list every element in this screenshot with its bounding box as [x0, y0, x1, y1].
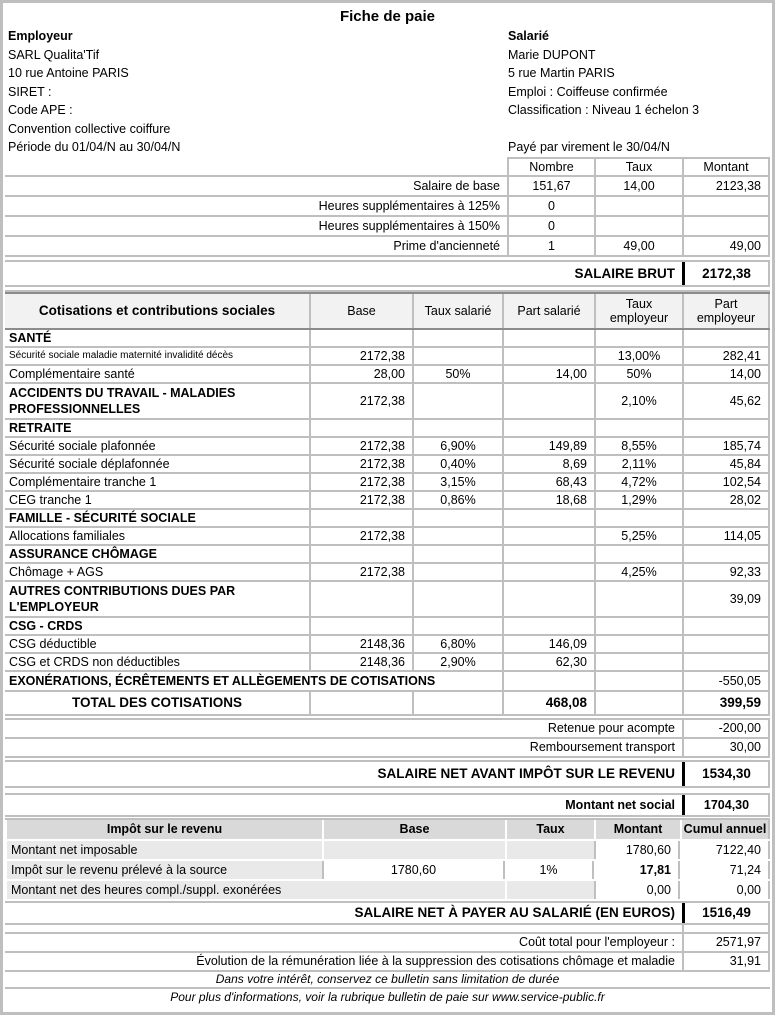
- montant-value: [682, 197, 770, 215]
- row-label: Sécurité sociale déplafonnée: [9, 456, 170, 471]
- row-label: Impôt sur le revenu prélevé à la source: [5, 861, 322, 879]
- table-row: [5, 881, 770, 901]
- col-header-base: Base: [322, 820, 505, 839]
- part-salarie-value: 14,00: [502, 366, 594, 382]
- empty-cell: [412, 692, 502, 714]
- base-value: 2148,36: [309, 654, 412, 670]
- total-cotisations-row: [5, 692, 770, 716]
- col-header-montant: Montant: [682, 157, 770, 175]
- taux-employeur-value: 2,11%: [594, 456, 682, 472]
- nombre-value: 0: [507, 217, 594, 235]
- part-salarie-value: 18,68: [502, 492, 594, 508]
- earnings-header-spacer: [5, 157, 507, 175]
- taux-employeur-value: 4,25%: [594, 564, 682, 580]
- col-header-cumul: Cumul annuel: [680, 820, 770, 839]
- part-salarie-value: [502, 564, 594, 580]
- taux-value: [594, 197, 682, 215]
- empty-cell: [502, 672, 594, 690]
- employer-convention: Convention collective coiffure: [8, 121, 171, 136]
- table-row: [5, 237, 770, 257]
- payment-method: Payé par virement le 30/04/N: [508, 140, 670, 154]
- taux-salarie-value: 0,40%: [412, 456, 502, 472]
- net-social-value: 1704,30: [682, 795, 770, 815]
- row-label: Sécurité sociale maladie maternité invalidité décès: [9, 350, 234, 361]
- empty-cell: [594, 510, 682, 526]
- row-label: ACCIDENTS DU TRAVAIL - MALADIES PROFESSIONNELLES: [9, 385, 236, 416]
- taux-salarie-value: 0,86%: [412, 492, 502, 508]
- retenue-label: Retenue pour acompte: [547, 721, 675, 735]
- empty-cell: [502, 510, 594, 526]
- col-header-montant: Montant: [594, 820, 680, 839]
- evolution-value: 31,91: [682, 953, 770, 970]
- earnings-header-row: [5, 157, 770, 177]
- part-employeur-value: [682, 654, 770, 670]
- part-employeur-value: 92,33: [682, 564, 770, 580]
- taux-employeur-value: 50%: [594, 366, 682, 382]
- empty-cell: [412, 546, 502, 562]
- row-label: Salaire de base: [413, 178, 500, 193]
- empty-cell: [594, 420, 682, 436]
- salaire-brut-value: 2172,38: [682, 262, 770, 285]
- cout-total-label: Coût total pour l'employeur :: [519, 935, 675, 949]
- col-header-nombre: Nombre: [507, 157, 594, 175]
- taux-employeur-value: 13,00%: [594, 348, 682, 364]
- salaire-brut-label: SALAIRE BRUT: [574, 265, 675, 281]
- empty-cell: [309, 420, 412, 436]
- part-salarie-value: 62,30: [502, 654, 594, 670]
- base-value: 1780,60: [322, 861, 505, 879]
- empty-cell: [505, 841, 594, 859]
- section-row: [5, 510, 770, 528]
- net-a-payer-value: 1516,49: [682, 903, 770, 923]
- transport-row: [5, 739, 770, 758]
- empty-cell: [594, 330, 682, 346]
- row-label: CSG déductible: [9, 636, 97, 651]
- cumul-value: 0,00: [680, 881, 770, 899]
- montant-value: 17,81: [594, 861, 680, 879]
- part-employeur-value: 282,41: [682, 348, 770, 364]
- empty-cell: [322, 841, 505, 859]
- page-title: Fiche de paie: [339, 8, 436, 25]
- tax-title: Impôt sur le revenu: [5, 820, 322, 839]
- section-label: ASSURANCE CHÔMAGE: [9, 546, 157, 561]
- retenue-row: [5, 720, 770, 739]
- taux-salarie-value: 3,15%: [412, 474, 502, 490]
- net-social-label: Montant net social: [565, 797, 675, 812]
- table-row: [5, 366, 770, 384]
- part-salarie-value: 68,43: [502, 474, 594, 490]
- table-row: [5, 492, 770, 510]
- empty-cell: [594, 692, 682, 714]
- tax-header-row: [5, 820, 770, 841]
- section-row: [5, 420, 770, 438]
- empty-cell: [5, 925, 682, 932]
- table-row: [5, 456, 770, 474]
- row-label: CEG tranche 1: [9, 492, 92, 507]
- evolution-label: Évolution de la rémunération liée à la suppression des cotisations chômage et maladie: [196, 954, 675, 968]
- blank-row: [5, 925, 770, 934]
- net-avant-impot-row: [5, 762, 770, 788]
- net-avant-impot-label: SALAIRE NET AVANT IMPÔT SUR LE REVENU: [377, 766, 675, 781]
- part-salarie-value: [502, 348, 594, 364]
- part-salarie-value: [502, 384, 594, 418]
- empty-cell: [682, 510, 770, 526]
- part-employeur-value: 45,62: [682, 384, 770, 418]
- part-salarie-value: [502, 582, 594, 616]
- part-employeur-value: 39,09: [682, 582, 770, 616]
- table-row: [5, 861, 770, 881]
- total-cotisations-label: TOTAL DES COTISATIONS: [71, 695, 242, 710]
- blank-line: [508, 120, 770, 139]
- base-value: 2172,38: [309, 438, 412, 454]
- empty-cell: [309, 510, 412, 526]
- taux-value: 14,00: [594, 177, 682, 195]
- part-employeur-value: 14,00: [682, 366, 770, 382]
- cotisations-header-row: [5, 292, 770, 330]
- exonerations-label: EXONÉRATIONS, ÉCRÊTEMENTS ET ALLÈGEMENTS DE COTISATIONS: [9, 673, 436, 688]
- row-label: Complémentaire santé: [9, 366, 135, 381]
- section-label: CSG - CRDS: [9, 618, 83, 633]
- row-label: CSG et CRDS non déductibles: [9, 654, 180, 669]
- row-label: Heures supplémentaires à 150%: [318, 218, 500, 233]
- row-label: Sécurité sociale plafonnée: [9, 438, 156, 453]
- empty-cell: [412, 420, 502, 436]
- taux-employeur-value: 2,10%: [594, 384, 682, 418]
- employee-name: Marie DUPONT: [508, 47, 596, 62]
- employee-classification: Classification : Niveau 1 échelon 3: [508, 103, 700, 117]
- row-label: Heures supplémentaires à 125%: [318, 198, 500, 213]
- row-label: AUTRES CONTRIBUTIONS DUES PAR L'EMPLOYEUR: [9, 583, 236, 614]
- employer-ape: Code APE :: [8, 103, 73, 117]
- cumul-value: 7122,40: [680, 841, 770, 859]
- transport-label: Remboursement transport: [529, 740, 675, 754]
- section-row: [5, 546, 770, 564]
- part-employeur-value: 185,74: [682, 438, 770, 454]
- montant-value: 0,00: [594, 881, 680, 899]
- base-value: 2172,38: [309, 348, 412, 364]
- empty-cell: [682, 925, 770, 932]
- base-value: 2172,38: [309, 474, 412, 490]
- cout-total-row: [5, 934, 770, 953]
- base-value: 2172,38: [309, 528, 412, 544]
- table-row: [5, 217, 770, 237]
- col-header-taux-employeur: Taux employeur: [594, 294, 682, 328]
- table-row: [5, 654, 770, 672]
- table-row: [5, 841, 770, 861]
- row-label: Allocations familiales: [9, 528, 126, 543]
- empty-cell: [502, 618, 594, 634]
- base-value: 2172,38: [309, 456, 412, 472]
- taux-salarie-value: [412, 528, 502, 544]
- montant-value: 49,00: [682, 237, 770, 255]
- employee-job: Emploi : Coiffeuse confirmée: [508, 84, 668, 99]
- empty-cell: [309, 692, 412, 714]
- cumul-value: 71,24: [680, 861, 770, 879]
- pay-period: Période du 01/04/N au 30/04/N: [8, 140, 181, 154]
- section-label: RETRAITE: [9, 420, 72, 435]
- section-row: [5, 330, 770, 348]
- taux-salarie-value: [412, 384, 502, 418]
- empty-cell: [682, 618, 770, 634]
- base-value: 2172,38: [309, 564, 412, 580]
- base-value: 28,00: [309, 366, 412, 382]
- employee-block: [508, 27, 770, 157]
- net-avant-impot-value: 1534,30: [682, 762, 770, 786]
- employer-siret: SIRET :: [8, 84, 52, 99]
- taux-employeur-value: 5,25%: [594, 528, 682, 544]
- table-row: [5, 564, 770, 582]
- empty-cell: [682, 420, 770, 436]
- col-header-part-employeur: Part employeur: [682, 294, 770, 328]
- cotisations-title: Cotisations et contributions sociales: [5, 294, 309, 328]
- empty-cell: [505, 881, 594, 899]
- section-row: [5, 618, 770, 636]
- taux-salarie-value: [412, 348, 502, 364]
- employer-heading: Employeur: [8, 29, 73, 43]
- employer-block: [8, 27, 508, 157]
- table-row: [5, 177, 770, 197]
- table-row: [5, 582, 770, 618]
- table-row: [5, 438, 770, 456]
- taux-salarie-value: [412, 564, 502, 580]
- table-row: [5, 348, 770, 366]
- part-salarie-value: 8,69: [502, 456, 594, 472]
- footer-note-2: Pour plus d'informations, voir la rubrique bulletin de paie sur www.service-public.fr: [170, 990, 605, 1004]
- table-row: [5, 197, 770, 217]
- employer-name: SARL Qualita'Tif: [8, 47, 100, 62]
- cout-total-value: 2571,97: [682, 934, 770, 951]
- empty-cell: [412, 510, 502, 526]
- table-row: [5, 384, 770, 420]
- taux-employeur-value: [594, 582, 682, 616]
- taux-salarie-value: 6,80%: [412, 636, 502, 652]
- empty-cell: [502, 330, 594, 346]
- total-part-salarie-value: 468,08: [502, 692, 594, 714]
- nombre-value: 0: [507, 197, 594, 215]
- base-value: 2172,38: [309, 492, 412, 508]
- row-label: Montant net imposable: [5, 841, 322, 859]
- col-header-taux: Taux: [505, 820, 594, 839]
- empty-cell: [594, 618, 682, 634]
- employer-address: 10 rue Antoine PARIS: [8, 66, 129, 80]
- part-salarie-value: [502, 528, 594, 544]
- exonerations-value: -550,05: [682, 672, 770, 690]
- employee-address: 5 rue Martin PARIS: [508, 66, 615, 80]
- empty-cell: [309, 330, 412, 346]
- empty-cell: [502, 420, 594, 436]
- nombre-value: 1: [507, 237, 594, 255]
- net-a-payer-label: SALAIRE NET À PAYER AU SALARIÉ (EN EUROS): [354, 905, 675, 920]
- col-header-base: Base: [309, 294, 412, 328]
- taux-salarie-value: 6,90%: [412, 438, 502, 454]
- empty-cell: [309, 546, 412, 562]
- employee-heading: Salarié: [508, 29, 550, 43]
- parties-block: [5, 27, 770, 157]
- taux-value: [594, 217, 682, 235]
- section-label: FAMILLE - SÉCURITÉ SOCIALE: [9, 510, 196, 525]
- part-employeur-value: 102,54: [682, 474, 770, 490]
- empty-cell: [309, 618, 412, 634]
- transport-value: 30,00: [682, 739, 770, 756]
- taux-salarie-value: 2,90%: [412, 654, 502, 670]
- row-label: Montant net des heures compl./suppl. exonérées: [5, 881, 505, 899]
- net-social-row: [5, 795, 770, 817]
- empty-cell: [594, 672, 682, 690]
- nombre-value: 151,67: [507, 177, 594, 195]
- taux-employeur-value: 8,55%: [594, 438, 682, 454]
- empty-cell: [412, 330, 502, 346]
- row-label: Complémentaire tranche 1: [9, 474, 157, 489]
- empty-cell: [682, 330, 770, 346]
- evolution-row: [5, 953, 770, 972]
- empty-cell: [682, 546, 770, 562]
- total-part-employeur-value: 399,59: [682, 692, 770, 714]
- base-value: 2148,36: [309, 636, 412, 652]
- taux-value: 49,00: [594, 237, 682, 255]
- taux-salarie-value: [412, 582, 502, 616]
- base-value: 2172,38: [309, 384, 412, 418]
- col-header-taux: Taux: [594, 157, 682, 175]
- montant-value: [682, 217, 770, 235]
- part-employeur-value: 114,05: [682, 528, 770, 544]
- section-label: SANTÉ: [9, 330, 52, 345]
- part-employeur-value: 45,84: [682, 456, 770, 472]
- taux-employeur-value: 1,29%: [594, 492, 682, 508]
- spacer-row: [5, 788, 770, 795]
- col-header-part-salarie: Part salarié: [502, 294, 594, 328]
- row-label: Chômage + AGS: [9, 564, 104, 579]
- montant-value: 2123,38: [682, 177, 770, 195]
- part-employeur-value: 28,02: [682, 492, 770, 508]
- row-label: Prime d'ancienneté: [393, 238, 500, 253]
- net-a-payer-row: [5, 901, 770, 925]
- taux-employeur-value: [594, 636, 682, 652]
- col-header-taux-salarie: Taux salarié: [412, 294, 502, 328]
- exonerations-row: [5, 672, 770, 692]
- part-employeur-value: [682, 636, 770, 652]
- taux-salarie-value: 50%: [412, 366, 502, 382]
- taux-employeur-value: 4,72%: [594, 474, 682, 490]
- taux-value: 1%: [505, 861, 594, 879]
- table-row: [5, 474, 770, 492]
- empty-cell: [594, 546, 682, 562]
- base-value: [309, 582, 412, 616]
- empty-cell: [502, 546, 594, 562]
- taux-employeur-value: [594, 654, 682, 670]
- salaire-brut-row: [5, 262, 770, 287]
- retenue-value: -200,00: [682, 720, 770, 737]
- table-row: [5, 528, 770, 546]
- part-salarie-value: 149,89: [502, 438, 594, 454]
- montant-value: 1780,60: [594, 841, 680, 859]
- footer-note-1: Dans votre intérêt, conservez ce bulletin sans limitation de durée: [5, 972, 770, 989]
- table-row: [5, 636, 770, 654]
- part-salarie-value: 146,09: [502, 636, 594, 652]
- empty-cell: [412, 618, 502, 634]
